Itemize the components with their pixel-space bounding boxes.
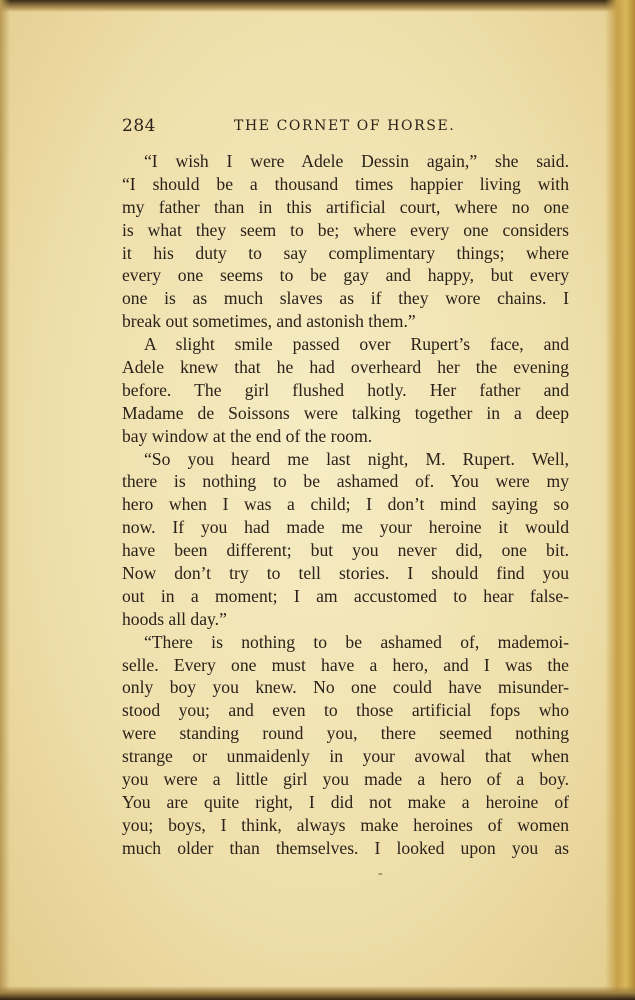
- text-line: my father than in this artificial court, where no one: [122, 196, 569, 217]
- text-line: Now don’t try to tell stories. I should find you: [122, 563, 569, 584]
- text-line: have been different; but you never did, one bit.: [122, 540, 569, 561]
- page-left-edge: [0, 0, 10, 1000]
- page-bottom-edge: [0, 986, 635, 1000]
- text-line: stood you; and even to those artificial fops who: [122, 700, 569, 721]
- text-line: strange or unmaidenly in your avowal that when: [122, 746, 569, 767]
- text-line: before. The girl flushed hotly. Her father and: [122, 379, 569, 400]
- text-line: out in a moment; I am accustomed to hear false-: [122, 585, 569, 606]
- text-line: were standing round you, there seemed nothing: [122, 723, 569, 744]
- text-line: “There is nothing to be ashamed of, mademoi-: [144, 631, 569, 652]
- text-line: selle. Every one must have a hero, and I was the: [122, 654, 569, 675]
- text-line: every one seems to be gay and happy, but every: [122, 265, 569, 286]
- text-line: hero when I was a child; I don’t mind saying so: [122, 494, 569, 515]
- text-line: Madame de Soissons were talking together in a deep: [122, 402, 569, 423]
- text-line: much older than themselves. I looked upon you as: [122, 837, 569, 858]
- text-line: there is nothing to be ashamed of. You were my: [122, 471, 569, 492]
- text-line: now. If you had made me your heroine it would: [122, 517, 569, 538]
- text-line: you; boys, I think, always make heroines of women: [122, 814, 569, 835]
- text-line: you were a little girl you made a hero of a boy.: [122, 769, 569, 790]
- page-top-edge: [0, 0, 635, 12]
- text-line: it his duty to say complimentary things; where: [122, 242, 569, 263]
- text-line: “I wish I were Adele Dessin again,” she said.: [144, 151, 569, 171]
- text-line: is what they seem to be; where every one considers: [122, 219, 569, 240]
- text-line: only boy you knew. No one could have misunder-: [122, 677, 569, 698]
- text-line: You are quite right, I did not make a heroine of: [122, 791, 569, 812]
- text-line: “So you heard me last night, M. Rupert. Well,: [144, 448, 569, 469]
- page-right-edge: [605, 0, 635, 1000]
- page-number: 284: [122, 116, 156, 136]
- text-line: A slight smile passed over Rupert’s face, and: [144, 334, 569, 355]
- text-line: break out sometimes, and astonish them.”: [122, 311, 416, 332]
- text-line: “I should be a thousand times happier living with: [122, 173, 569, 194]
- text-line: bay window at the end of the room.: [122, 425, 373, 446]
- body-text: [122, 150, 569, 860]
- page-header: [122, 116, 462, 138]
- text-line: hoods all day.”: [122, 608, 227, 629]
- tail-mark: -: [378, 866, 383, 881]
- text-line: one is as much slaves as if they wore chains. I: [122, 288, 569, 309]
- running-head: THE CORNET OF HORSE.: [234, 118, 456, 134]
- text-line: Adele knew that he had overheard her the evening: [122, 357, 569, 378]
